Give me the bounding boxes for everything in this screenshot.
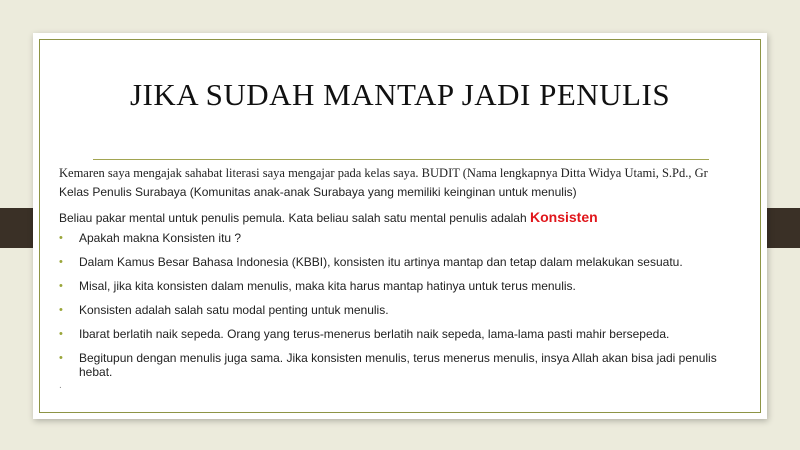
bullet-text: Ibarat berlatih naik sepeda. Orang yang terus-menerus berlatih naik sepeda, lama-lama pasti mahir bersepeda. [79,327,670,341]
bullet-icon: • [59,280,63,292]
bullet-icon: • [59,328,63,340]
bullet-icon: • [59,352,63,364]
highlight-word: Konsisten [529,209,598,225]
slide-title: JIKA SUDAH MANTAP JADI PENULIS [129,77,671,112]
bullet-text: Misal, jika kita konsisten dalam menulis, maka kita harus mantap hatinya untuk terus menulis. [79,279,576,293]
bullet-icon: • [59,256,63,268]
bullet-icon: • [59,232,63,244]
intro-line-3 [59,209,747,225]
intro-line-3-text: Beliau pakar mental untuk penulis pemula. Kata beliau salah satu mental penulis adalah [59,211,530,225]
bullet-item [59,231,739,245]
bullet-item [59,279,739,293]
intro-line-1: Kemaren saya mengajak sahabat literasi saya mengajar pada kelas saya. BUDIT (Nama lengkapnya Ditta Widya Utami, S.Pd., Gr [59,166,708,180]
bullet-text: Apakah makna Konsisten itu ? [79,231,242,245]
bullet-item [59,303,739,317]
intro-line-2: Kelas Penulis Surabaya (Komunitas anak-anak Surabaya yang memiliki keinginan untuk menulis) [59,185,577,199]
slide-card [33,33,767,419]
bullet-text: Begitupun dengan menulis juga sama. Jika konsisten menulis, terus menerus menulis, insya Allah akan bisa jadi penulis hebat. [79,351,717,379]
bullet-text: Dalam Kamus Besar Bahasa Indonesia (KBBI), konsisten itu artinya mantap dan tetap dalam melakukan sesuatu. [79,255,683,269]
bullet-icon: • [59,304,63,316]
bullet-item [59,351,739,379]
bullet-text: Konsisten adalah salah satu modal penting untuk menulis. [79,303,389,317]
bullet-item [59,327,739,341]
bullet-list [59,231,739,389]
title-divider [93,159,709,160]
bullet-item [59,255,739,269]
background-band-left [0,208,34,248]
trailing-mark: . [59,380,62,391]
